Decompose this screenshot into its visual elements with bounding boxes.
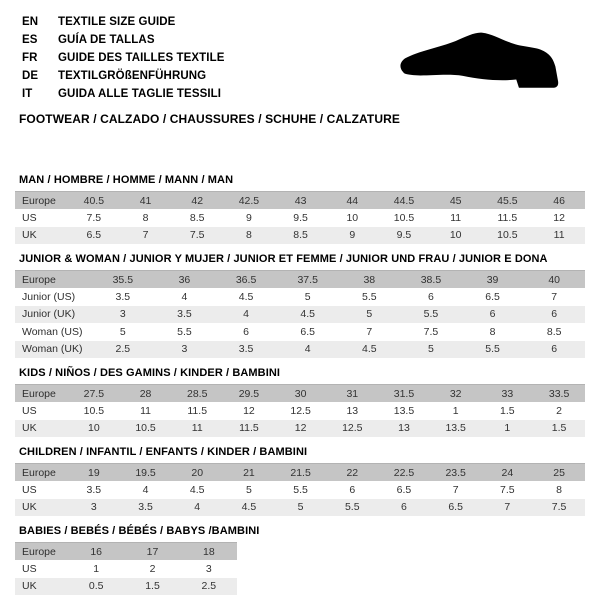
dress-shoe-icon xyxy=(397,30,575,96)
row-label: Europe xyxy=(22,387,56,400)
size-cell: 2 xyxy=(149,562,156,575)
size-cell: 11.5 xyxy=(187,404,208,417)
size-cell: 18 xyxy=(202,545,215,558)
size-cell: 9.5 xyxy=(396,229,412,242)
row-label: Woman (UK) xyxy=(22,343,83,356)
size-cell: 13.5 xyxy=(393,404,415,417)
size-table xyxy=(15,463,585,516)
language-code: EN xyxy=(22,16,39,28)
size-cell: 10 xyxy=(88,422,100,435)
row-label: Woman (US) xyxy=(22,325,83,338)
size-cell: 32 xyxy=(449,387,462,400)
size-cell: 11 xyxy=(140,404,151,417)
size-cell: 36 xyxy=(178,273,191,286)
size-cell: 3.5 xyxy=(238,343,254,356)
size-cell: 5.5 xyxy=(344,501,360,514)
size-cell: 9 xyxy=(245,211,252,224)
size-cell: 2 xyxy=(556,404,563,417)
size-cell: 1 xyxy=(93,562,100,575)
size-cell: 0.5 xyxy=(88,580,104,593)
table-row xyxy=(15,341,585,359)
size-cell: 22 xyxy=(346,466,359,479)
size-cell: 1.5 xyxy=(500,404,515,417)
language-label: TEXTILE SIZE GUIDE xyxy=(58,16,176,28)
size-cell: 10.5 xyxy=(393,211,415,224)
size-cell: 9.5 xyxy=(293,211,308,224)
size-cell: 45 xyxy=(449,194,462,207)
size-cell: 8 xyxy=(245,229,252,242)
table-row xyxy=(15,288,585,306)
size-cell: 12.5 xyxy=(290,404,311,417)
size-table-section xyxy=(15,175,585,244)
size-cell: 6 xyxy=(551,308,558,321)
row-label: UK xyxy=(22,229,37,242)
size-cell: 7 xyxy=(551,290,558,303)
size-cell: 3 xyxy=(119,308,126,321)
size-cell: 4 xyxy=(194,501,201,514)
size-cell: 17 xyxy=(146,545,159,558)
row-label: Junior (UK) xyxy=(22,308,76,321)
size-cell: 7.5 xyxy=(189,229,205,242)
size-cell: 3.5 xyxy=(115,290,131,303)
size-cell: 6 xyxy=(401,501,407,514)
size-cell: 24 xyxy=(501,466,514,479)
language-label: GUÍA DE TALLAS xyxy=(58,34,155,46)
size-cell: 6.5 xyxy=(396,483,412,496)
size-cell: 1.5 xyxy=(145,580,160,593)
size-cell: 42.5 xyxy=(238,194,260,207)
size-cell: 11 xyxy=(553,229,565,242)
size-table-section xyxy=(15,368,585,437)
table-row xyxy=(15,578,237,596)
size-cell: 31.5 xyxy=(393,387,415,400)
size-cell: 5.5 xyxy=(293,483,308,496)
size-cell: 37.5 xyxy=(297,273,318,286)
table-title: BABIES / BEBÉS / BÉBÉS / BABYS /BAMBINI xyxy=(19,525,260,537)
size-cell: 6 xyxy=(489,308,496,321)
size-cell: 29.5 xyxy=(238,387,260,400)
size-cell: 3.5 xyxy=(177,308,192,321)
size-cell: 10 xyxy=(346,211,359,224)
size-cell: 43 xyxy=(294,194,307,207)
size-cell: 4.5 xyxy=(362,343,377,356)
size-cell: 4.5 xyxy=(300,308,315,321)
size-cell: 8.5 xyxy=(293,229,308,242)
size-cell: 46 xyxy=(553,194,565,207)
size-cell: 22.5 xyxy=(393,466,415,479)
size-cell: 8 xyxy=(489,325,496,338)
size-cell: 5 xyxy=(245,483,252,496)
table-title: KIDS / NIÑOS / DES GAMINS / KINDER / BAMBINI xyxy=(19,367,281,379)
size-cell: 25 xyxy=(553,466,565,479)
size-cell: 13 xyxy=(398,422,410,435)
row-label: US xyxy=(22,562,37,575)
row-label: Europe xyxy=(22,466,56,479)
size-cell: 2.5 xyxy=(201,580,217,593)
size-cell: 8.5 xyxy=(546,325,562,338)
size-cell: 6.5 xyxy=(86,229,102,242)
language-label: GUIDE DES TAILLES TEXTILE xyxy=(58,52,225,64)
size-cell: 19.5 xyxy=(135,466,156,479)
language-code: IT xyxy=(22,88,33,100)
table-title: CHILDREN / INFANTIL / ENFANTS / KINDER / BAMBINI xyxy=(19,446,308,458)
language-row-en xyxy=(22,13,600,31)
table-row xyxy=(15,209,585,227)
size-cell: 5 xyxy=(428,343,434,356)
table-title: JUNIOR & WOMAN / JUNIOR Y MUJER / JUNIOR ET FEMME / JUNIOR UND FRAU / JUNIOR E DONA xyxy=(19,253,548,265)
size-cell: 6.5 xyxy=(448,501,463,514)
size-cell: 11.5 xyxy=(239,422,259,435)
size-cell: 5 xyxy=(119,325,126,338)
size-cell: 4 xyxy=(142,483,149,496)
size-cell: 11 xyxy=(450,211,462,224)
row-label: Europe xyxy=(22,194,56,207)
size-cell: 38 xyxy=(363,273,376,286)
size-cell: 40 xyxy=(548,273,561,286)
row-label: Europe xyxy=(22,273,56,286)
size-cell: 44.5 xyxy=(393,194,415,207)
size-cell: 7.5 xyxy=(500,483,515,496)
size-cell: 21.5 xyxy=(290,466,311,479)
size-cell: 4.5 xyxy=(189,483,205,496)
size-cell: 28 xyxy=(139,387,152,400)
table-row xyxy=(15,402,585,420)
size-cell: 5 xyxy=(297,501,304,514)
size-cell: 3 xyxy=(90,501,97,514)
size-cell: 40.5 xyxy=(83,194,105,207)
table-row xyxy=(15,499,585,517)
table-row xyxy=(15,543,237,561)
size-cell: 5.5 xyxy=(177,325,192,338)
size-cell: 38.5 xyxy=(420,273,442,286)
size-cell: 6.5 xyxy=(485,290,500,303)
language-label: GUIDA ALLE TAGLIE TESSILI xyxy=(58,88,222,100)
size-cell: 8 xyxy=(142,211,149,224)
table-row xyxy=(15,323,585,341)
size-cell: 28.5 xyxy=(187,387,208,400)
size-cell: 3.5 xyxy=(138,501,153,514)
table-title: MAN / HOMBRE / HOMME / MANN / MAN xyxy=(19,174,234,186)
category-title: FOOTWEAR / CALZADO / CHAUSSURES / SCHUHE / CALZATURE xyxy=(19,112,400,126)
size-cell: 5.5 xyxy=(485,343,500,356)
size-table xyxy=(15,384,585,437)
size-cell: 12 xyxy=(553,211,565,224)
size-cell: 27.5 xyxy=(83,387,105,400)
row-label: UK xyxy=(22,422,37,435)
size-cell: 13.5 xyxy=(445,422,466,435)
row-label: US xyxy=(22,211,37,224)
table-row xyxy=(15,464,585,482)
size-cell: 35.5 xyxy=(112,273,134,286)
size-cell: 16 xyxy=(90,545,102,558)
size-cell: 12 xyxy=(294,422,307,435)
size-cell: 13 xyxy=(346,404,359,417)
size-table xyxy=(15,191,585,244)
row-label: US xyxy=(22,483,37,496)
size-cell: 3.5 xyxy=(86,483,102,496)
size-cell: 20 xyxy=(191,466,204,479)
row-label: UK xyxy=(22,580,37,593)
size-cell: 7 xyxy=(452,483,459,496)
size-cell: 10.5 xyxy=(135,422,156,435)
size-cell: 10.5 xyxy=(83,404,105,417)
table-row xyxy=(15,192,585,210)
table-row xyxy=(15,227,585,245)
table-row xyxy=(15,481,585,499)
size-cell: 36.5 xyxy=(235,273,257,286)
size-cell: 1 xyxy=(452,404,459,417)
size-cell: 6.5 xyxy=(300,325,315,338)
size-cell: 6 xyxy=(243,325,249,338)
size-cell: 5.5 xyxy=(423,308,439,321)
size-cell: 7 xyxy=(504,501,511,514)
size-cell: 7.5 xyxy=(551,501,567,514)
size-cell: 7.5 xyxy=(86,211,102,224)
language-code: DE xyxy=(22,70,39,82)
size-cell: 7.5 xyxy=(423,325,439,338)
size-cell: 19 xyxy=(88,466,100,479)
size-cell: 10 xyxy=(449,229,462,242)
size-cell: 33 xyxy=(501,387,514,400)
size-tables xyxy=(15,175,585,595)
size-cell: 1.5 xyxy=(551,422,567,435)
size-cell: 4.5 xyxy=(241,501,257,514)
size-table xyxy=(15,270,585,358)
size-cell: 3 xyxy=(181,343,188,356)
table-row xyxy=(15,385,585,403)
table-row xyxy=(15,420,585,438)
size-cell: 8 xyxy=(556,483,563,496)
size-cell: 4.5 xyxy=(238,290,254,303)
size-cell: 5 xyxy=(366,308,373,321)
size-cell: 42 xyxy=(191,194,204,207)
size-cell: 45.5 xyxy=(497,194,518,207)
size-cell: 4 xyxy=(181,290,188,303)
language-label: TEXTILGRÖßENFÜHRUNG xyxy=(58,70,207,82)
size-cell: 7 xyxy=(142,229,149,242)
size-cell: 4 xyxy=(304,343,311,356)
size-cell: 21 xyxy=(243,466,255,479)
size-cell: 44 xyxy=(346,194,359,207)
size-cell: 3 xyxy=(205,562,212,575)
language-code: FR xyxy=(22,52,38,64)
size-table-section xyxy=(15,526,585,595)
table-row xyxy=(15,560,237,578)
size-cell: 30 xyxy=(294,387,307,400)
size-cell: 33.5 xyxy=(548,387,570,400)
language-code: ES xyxy=(22,34,38,46)
size-table-section xyxy=(15,447,585,516)
size-cell: 6 xyxy=(428,290,434,303)
size-cell: 4 xyxy=(243,308,249,321)
size-cell: 12.5 xyxy=(342,422,363,435)
size-cell: 8.5 xyxy=(189,211,205,224)
size-cell: 7 xyxy=(366,325,373,338)
table-row xyxy=(15,306,585,324)
size-cell: 41 xyxy=(139,194,152,207)
size-cell: 12 xyxy=(243,404,255,417)
table-row xyxy=(15,271,585,289)
size-cell: 5.5 xyxy=(362,290,377,303)
size-cell: 39 xyxy=(486,273,499,286)
size-cell: 31 xyxy=(346,387,359,400)
row-label: US xyxy=(22,404,37,417)
row-label: Junior (US) xyxy=(22,290,76,303)
size-cell: 9 xyxy=(349,229,356,242)
size-cell: 5 xyxy=(304,290,311,303)
row-label: Europe xyxy=(22,545,56,558)
size-cell: 10.5 xyxy=(497,229,518,242)
size-cell: 1 xyxy=(504,422,511,435)
size-cell: 6 xyxy=(551,343,558,356)
size-cell: 11 xyxy=(191,422,203,435)
size-cell: 11.5 xyxy=(497,211,518,224)
size-cell: 6 xyxy=(349,483,356,496)
size-table-section xyxy=(15,254,585,358)
row-label: UK xyxy=(22,501,37,514)
size-cell: 23.5 xyxy=(445,466,466,479)
size-cell: 2.5 xyxy=(115,343,131,356)
size-table xyxy=(15,542,237,595)
